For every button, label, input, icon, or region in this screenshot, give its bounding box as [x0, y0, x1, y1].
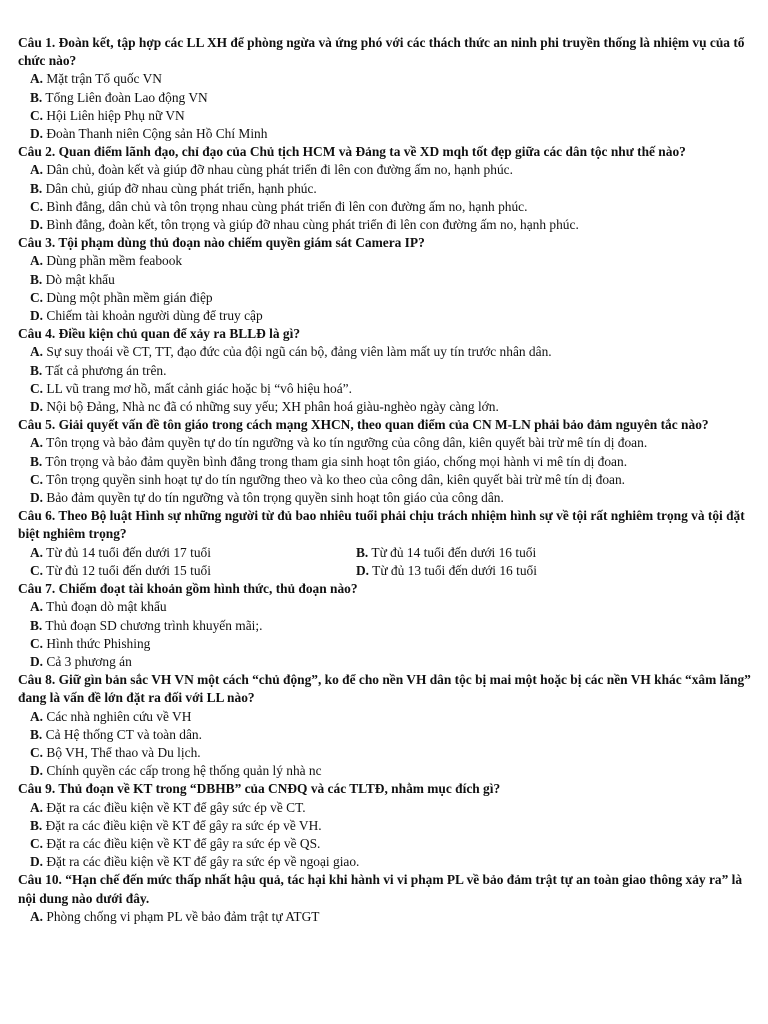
- option-4d: [18, 398, 754, 416]
- option-letter: A.: [30, 544, 44, 560]
- option-text: Bộ VH, Thể thao và Du lịch.: [46, 744, 201, 760]
- option-letter: D.: [30, 399, 44, 415]
- option-text: Dùng phần mềm feabook: [46, 253, 183, 269]
- option-7b: [18, 617, 754, 635]
- option-letter: A.: [30, 253, 44, 269]
- option-2a: [18, 161, 754, 179]
- question-number: Câu 1.: [18, 35, 56, 50]
- option-row: [18, 544, 754, 562]
- option-letter: C.: [30, 562, 44, 578]
- question-text: Đoàn kết, tập hợp các LL XH để phòng ngừa và ứng phó với các thách thức an ninh phi truyền thống là nhiệm vụ của tổ chức nào?: [18, 35, 745, 69]
- question-number: Câu 9.: [18, 781, 56, 797]
- option-4a: [18, 343, 754, 361]
- question-7: [18, 580, 754, 598]
- question-2: [18, 143, 754, 161]
- question-number: Câu 4.: [18, 326, 56, 342]
- question-number: Câu 10.: [18, 872, 62, 888]
- option-text: Nội bộ Đảng, Nhà nc đã có những suy yếu; XH phân hoá giàu-nghèo ngày càng lớn.: [46, 399, 499, 415]
- option-letter: C.: [30, 198, 44, 214]
- question-3: [18, 234, 754, 252]
- option-5a: [18, 434, 754, 452]
- option-letter: C.: [30, 107, 44, 123]
- question-text: Giải quyết vấn đề tôn giáo trong cách mạng XHCN, theo quan điểm của CN M-LN phải bảo đảm nguyên tắc nào?: [58, 417, 709, 433]
- option-text: Mặt trận Tổ quốc VN: [46, 71, 162, 87]
- question-10: [18, 871, 754, 907]
- question-text: Tội phạm dùng thủ đoạn nào chiếm quyền giám sát Camera IP?: [58, 235, 425, 251]
- option-letter: A.: [30, 344, 44, 360]
- option-1d: [18, 125, 754, 143]
- option-8d: [18, 762, 754, 780]
- option-7a: [18, 598, 754, 616]
- option-text: Bảo đảm quyền tự do tín ngưỡng và tôn trọng quyền sinh hoạt tôn giáo của công dân.: [46, 490, 504, 506]
- option-3d: [18, 307, 754, 325]
- option-3b: [18, 271, 754, 289]
- option-8b: [18, 726, 754, 744]
- option-text: Đoàn Thanh niên Cộng sản Hồ Chí Minh: [46, 126, 268, 142]
- option-letter: A.: [30, 908, 44, 924]
- option-letter: A.: [30, 708, 44, 724]
- option-letter: A.: [30, 162, 44, 178]
- option-text: Dò mật khẩu: [45, 271, 115, 287]
- option-letter: B.: [30, 89, 43, 105]
- option-letter: C.: [30, 380, 44, 396]
- question-text: Điều kiện chủ quan để xảy ra BLLĐ là gì?: [58, 326, 301, 342]
- option-2d: [18, 216, 754, 234]
- option-7c: [18, 635, 754, 653]
- option-1a: [18, 70, 754, 88]
- option-8a: [18, 708, 754, 726]
- option-letter: A.: [30, 435, 44, 451]
- option-text: Cả 3 phương án: [46, 653, 132, 669]
- question-8: [18, 671, 754, 707]
- option-9a: [18, 799, 754, 817]
- option-letter: C.: [30, 835, 44, 851]
- option-letter: B.: [30, 453, 43, 469]
- option-text: Phòng chống vi phạm PL về bảo đảm trật tự ATGT: [46, 908, 320, 924]
- option-text: Bình đẳng, dân chủ và tôn trọng nhau cùng phát triển đi lên con đường ấm no, hạnh phúc.: [46, 198, 528, 214]
- question-text: Theo Bộ luật Hình sự những người từ đủ bao nhiêu tuổi phải chịu trách nhiệm hình sự về tội rất nghiêm trọng và tội đặt biệt nghiêm trọng?: [18, 508, 745, 542]
- option-text: Sự suy thoái về CT, TT, đạo đức của đội ngũ cán bộ, đảng viên làm mất uy tín trước nhân dân.: [46, 344, 552, 360]
- question-1: [18, 34, 754, 70]
- question-text: Thủ đoạn về KT trong “DBHB” của CNĐQ và các TLTĐ, nhằm mục đích gì?: [58, 781, 501, 797]
- option-text: Tôn trọng quyền sinh hoạt tự do tín ngưỡng theo và ko theo của công dân, kiên quyết bài trừ mê tín dị đoan.: [46, 471, 626, 487]
- option-text: Đặt ra các điều kiện về KT để gây ra sức ép về VH.: [45, 817, 322, 833]
- option-letter: D.: [356, 562, 370, 578]
- option-text: Cả Hệ thống CT và toàn dân.: [45, 726, 202, 742]
- option-2c: [18, 198, 754, 216]
- option-6c: [30, 562, 356, 580]
- option-letter: C.: [30, 471, 44, 487]
- question-number: Câu 7.: [18, 581, 56, 597]
- option-text: Từ đủ 14 tuổi đến dưới 17 tuổi: [46, 544, 211, 560]
- question-number: Câu 8.: [18, 672, 56, 688]
- option-7d: [18, 653, 754, 671]
- option-letter: D.: [30, 490, 44, 506]
- option-letter: C.: [30, 635, 44, 651]
- question-text: “Hạn chế đến mức thấp nhất hậu quả, tác hại khi hành vi vi phạm PL về bảo đảm trật tự an toàn giao thông xảy ra” là nội dung nào dưới đây.: [18, 872, 743, 906]
- option-letter: D.: [30, 126, 44, 142]
- option-5b: [18, 453, 754, 471]
- option-4c: [18, 380, 754, 398]
- option-letter: B.: [30, 617, 43, 633]
- option-9c: [18, 835, 754, 853]
- option-text: Từ đủ 13 tuổi đến dưới 16 tuổi: [372, 562, 537, 578]
- option-letter: B.: [30, 362, 43, 378]
- option-8c: [18, 744, 754, 762]
- option-text: Từ đủ 14 tuổi đến dưới 16 tuổi: [371, 544, 537, 560]
- question-number: Câu 5.: [18, 417, 56, 433]
- option-text: Dùng một phần mềm gián điệp: [46, 289, 213, 305]
- option-text: Dân chủ, đoàn kết và giúp đỡ nhau cùng phát triển đi lên con đường ấm no, hạnh phúc.: [46, 162, 513, 178]
- option-letter: D.: [30, 217, 44, 233]
- question-number: Câu 6.: [18, 508, 56, 524]
- option-text: Chính quyền các cấp trong hệ thống quản lý nhà nc: [46, 763, 322, 779]
- option-letter: A.: [30, 599, 44, 615]
- option-6b: [356, 544, 682, 562]
- option-9b: [18, 817, 754, 835]
- option-letter: D.: [30, 653, 44, 669]
- option-letter: C.: [30, 289, 44, 305]
- option-text: Từ đủ 12 tuổi đến dưới 15 tuổi: [46, 562, 211, 578]
- option-letter: B.: [30, 817, 43, 833]
- option-text: Đặt ra các điều kiện về KT để gây ra sức ép về QS.: [46, 835, 321, 851]
- option-text: Tôn trọng và bảo đảm quyền bình đẳng trong tham gia sinh hoạt tôn giáo, chống mọi hành vi mê tín dị đoan.: [45, 453, 628, 469]
- option-letter: D.: [30, 308, 44, 324]
- option-5d: [18, 489, 754, 507]
- option-letter: B.: [30, 271, 43, 287]
- option-1b: [18, 89, 754, 107]
- option-2b: [18, 180, 754, 198]
- question-9: [18, 780, 754, 798]
- option-text: Hội Liên hiệp Phụ nữ VN: [46, 107, 185, 123]
- option-letter: B.: [30, 726, 43, 742]
- question-text: Quan điểm lãnh đạo, chỉ đạo của Chủ tịch HCM và Đảng ta về XD mqh tốt đẹp giữa các dân tộc như thế nào?: [58, 144, 686, 160]
- option-letter: D.: [30, 854, 44, 870]
- option-letter: A.: [30, 71, 44, 87]
- question-text: Chiếm đoạt tài khoản gồm hình thức, thủ đoạn nào?: [58, 581, 358, 597]
- option-letter: A.: [30, 799, 44, 815]
- option-text: Tổng Liên đoàn Lao động VN: [45, 89, 208, 105]
- question-text: Giữ gìn bản sắc VH VN một cách “chủ động”, ko để cho nền VH dân tộc bị mai một hoặc bị các nền VH khác “xâm lăng” đang là vấn đề lớn đặt ra đối với LL nào?: [18, 672, 751, 706]
- option-1c: [18, 107, 754, 125]
- option-letter: B.: [30, 180, 43, 196]
- option-5c: [18, 471, 754, 489]
- option-3a: [18, 252, 754, 270]
- option-text: Hình thức Phishing: [46, 635, 151, 651]
- option-text: Đặt ra các điều kiện về KT để gây sức ép về CT.: [46, 799, 306, 815]
- option-letter: B.: [356, 544, 369, 560]
- option-6a: [30, 544, 356, 562]
- option-text: Tôn trọng và bảo đảm quyền tự do tín ngưỡng và ko tín ngưỡng của công dân, kiên quyết bài trừ mê tín dị đoan.: [46, 435, 648, 451]
- option-text: Chiếm tài khoản người dùng để truy cập: [46, 308, 263, 324]
- option-3c: [18, 289, 754, 307]
- option-letter: D.: [30, 763, 44, 779]
- option-letter: C.: [30, 744, 44, 760]
- option-10a: [18, 908, 754, 926]
- option-text: Các nhà nghiên cứu về VH: [46, 708, 192, 724]
- option-row: [18, 562, 754, 580]
- question-5: [18, 416, 754, 434]
- option-text: Thủ đoạn dò mật khẩu: [46, 599, 167, 615]
- question-4: [18, 325, 754, 343]
- option-text: LL vũ trang mơ hồ, mất cảnh giác hoặc bị “vô hiệu hoá”.: [46, 380, 352, 396]
- question-6: [18, 507, 754, 543]
- option-text: Thủ đoạn SD chương trình khuyến mãi;.: [45, 617, 263, 633]
- option-text: Đặt ra các điều kiện về KT để gây ra sức ép về ngoại giao.: [46, 854, 360, 870]
- option-text: Tất cả phương án trên.: [45, 362, 167, 378]
- question-number: Câu 2.: [18, 144, 56, 160]
- option-9d: [18, 853, 754, 871]
- option-4b: [18, 362, 754, 380]
- option-6d: [356, 562, 682, 580]
- question-number: Câu 3.: [18, 235, 56, 251]
- option-text: Dân chủ, giúp đỡ nhau cùng phát triển, hạnh phúc.: [45, 180, 317, 196]
- option-text: Bình đẳng, đoàn kết, tôn trọng và giúp đỡ nhau cùng phát triển đi lên con đường ấm no, hạnh phúc.: [46, 217, 579, 233]
